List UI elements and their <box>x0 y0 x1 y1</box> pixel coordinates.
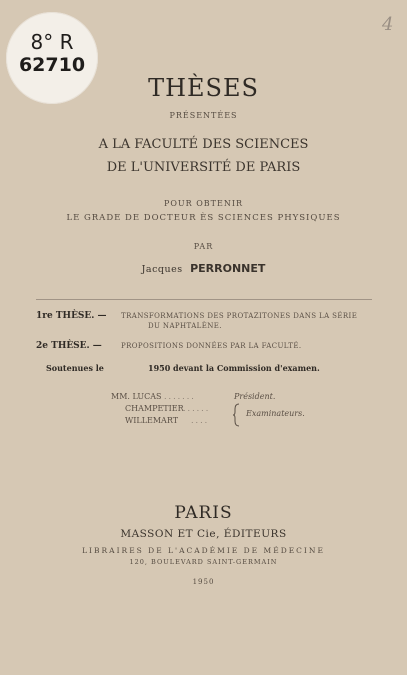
thesis-1-label: 1re THÈSE. — <box>36 311 107 321</box>
thesis-2-text-line-1: PROPOSITIONS DONNÉES PAR LA FACULTÉ. <box>121 342 302 350</box>
thesis-1-text-line-2: DU NAPHTALÈNE. <box>148 322 222 330</box>
jury-member-1: MM. LUCAS <box>111 392 162 401</box>
par-text: PAR <box>193 242 214 251</box>
publisher-name: MASSON ET Cie, ÉDITEURS <box>120 528 287 540</box>
thesis-2-label: 2e THÈSE. — <box>36 341 102 351</box>
stamp-line-1: 8° R <box>30 30 74 54</box>
pour-obtenir-text: POUR OBTENIR <box>163 199 244 208</box>
soutenues-right: 1950 devant la Commission d'examen. <box>148 363 320 373</box>
stamp-line-2: 62710 <box>18 54 86 76</box>
grade-text: LE GRADE DE DOCTEUR ÈS SCIENCES PHYSIQUES <box>66 213 341 223</box>
thesis-1-text-line-1: TRANSFORMATIONS DES PROTAZITONES DANS LA SÉRIE <box>121 312 358 320</box>
jury-leader-dots-2: ...... <box>183 404 211 413</box>
publisher-address: 120, BOULEVARD SAINT-GERMAIN <box>129 558 278 566</box>
publication-year: 1950 <box>192 578 215 586</box>
presentees-text: PRÉSENTÉES <box>169 111 238 120</box>
jury-leader-dots-3: .... <box>191 416 210 425</box>
jury-leader-dots: ....... <box>164 392 196 401</box>
author-last-name: PERRONNET <box>190 262 266 275</box>
examiners-brace-icon <box>232 403 242 427</box>
pencil-mark: 4 <box>382 14 394 35</box>
page-title: THÈSES <box>148 74 259 102</box>
author-first-name: Jacques <box>141 264 183 275</box>
soutenues-left: Soutenues le <box>46 363 104 373</box>
faculty-line-2: DE L'UNIVERSITÉ DE PARIS <box>106 160 301 175</box>
divider-top <box>36 299 372 300</box>
jury-member-2: CHAMPETIER <box>125 404 184 413</box>
examinateurs-label: Examinateurs. <box>246 409 305 418</box>
publisher-line-2: LIBRAIRES DE L'ACADÉMIE DE MÉDECINE <box>82 546 325 555</box>
publisher-city: PARIS <box>174 503 233 523</box>
president-label: Président. <box>234 392 276 401</box>
author-line <box>0 262 407 275</box>
faculty-line-1: A LA FACULTÉ DES SCIENCES <box>98 137 309 152</box>
jury-member-3: WILLEMART <box>125 416 179 425</box>
